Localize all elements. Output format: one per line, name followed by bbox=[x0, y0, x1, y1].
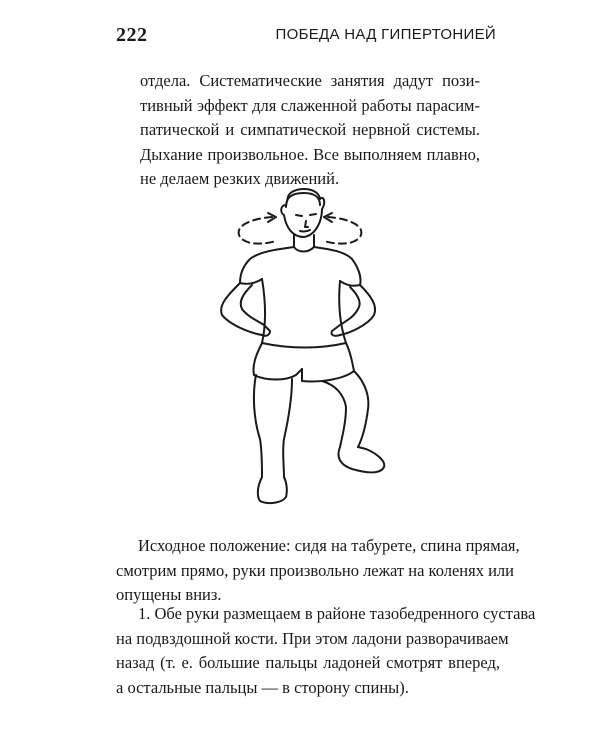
start-position-paragraph bbox=[116, 534, 520, 608]
text-line: а остальные пальцы — в сторону спины). bbox=[116, 677, 409, 697]
text-line: патической и симпатической нервной системы. bbox=[140, 120, 480, 139]
text-line: не делаем резких движений. bbox=[140, 169, 340, 188]
text-line: Исходное положение: сидя на табурете, спина прямая, bbox=[138, 536, 520, 555]
text-line: отдела. Систематические занятия дадут пози- bbox=[140, 71, 480, 90]
step1-paragraph bbox=[116, 602, 536, 700]
running-title: ПОБЕДА НАД ГИПЕРТОНИЕЙ bbox=[275, 26, 496, 43]
text-line: на подвздошной кости. При этом ладони разворачиваем bbox=[116, 628, 509, 648]
exercise-illustration bbox=[200, 185, 400, 515]
head bbox=[281, 189, 324, 237]
shorts bbox=[253, 343, 354, 382]
text-line: Дыхание произвольное. Все выполняем плавно, bbox=[140, 144, 480, 164]
rotation-arrow-right-icon bbox=[324, 213, 361, 244]
torso bbox=[240, 247, 361, 343]
text-line: смотрим прямо, руки произвольно лежат на коленях или bbox=[116, 560, 514, 580]
rotation-arrow-left-icon bbox=[239, 213, 276, 244]
text-line: опущены вниз. bbox=[116, 585, 222, 604]
text-line: назад (т. е. большие пальцы ладоней смотрят вперед, bbox=[116, 653, 500, 672]
text-line: 1. Обе руки размещаем в районе тазобедренного сустава bbox=[138, 604, 536, 623]
text-line: тивный эффект для слаженной работы парасим- bbox=[140, 95, 480, 115]
arms bbox=[221, 283, 375, 336]
page-number: 222 bbox=[116, 24, 148, 46]
right-leg bbox=[322, 371, 384, 473]
intro-paragraph bbox=[140, 69, 480, 192]
left-leg bbox=[254, 375, 292, 503]
